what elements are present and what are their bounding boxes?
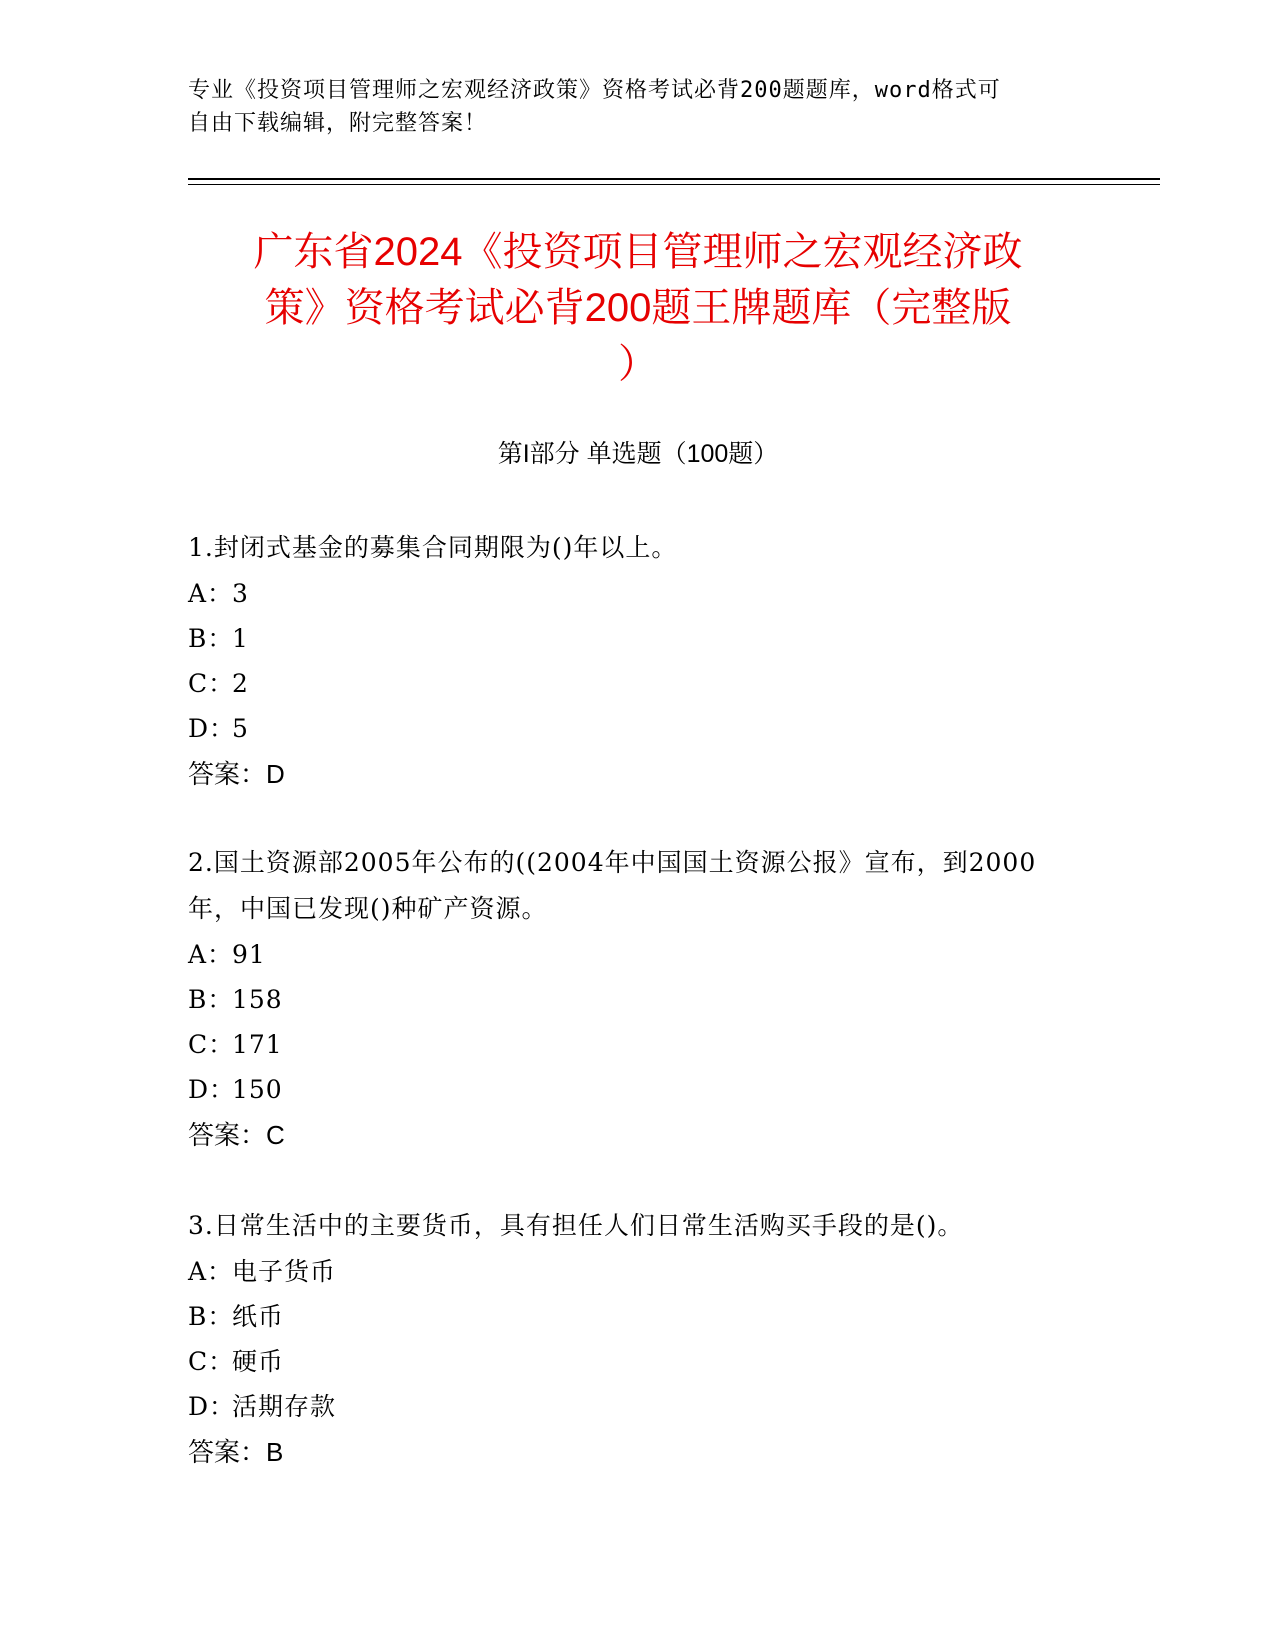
header-note-line: 专业《投资项目管理师之宏观经济政策》资格考试必背200题题库，word格式可 <box>188 78 1001 103</box>
option-letter: C： <box>188 1030 235 1059</box>
header-note-line: 自由下载编辑，附完整答案！ <box>188 111 488 136</box>
document-title-line: 广东省2024《投资项目管理师之宏观经济政 <box>253 230 1023 274</box>
option-c <box>188 1022 1088 1067</box>
option-letter: D： <box>188 1392 236 1421</box>
question-1 <box>188 525 1088 797</box>
option-a <box>188 571 1088 616</box>
option-letter: B： <box>188 624 234 653</box>
option-text: 1 <box>232 624 249 653</box>
document-title <box>188 224 1088 392</box>
answer-line: 答案：C <box>188 1120 285 1150</box>
header-divider <box>188 178 1160 180</box>
question-2 <box>188 840 1088 1158</box>
option-text: 纸币 <box>232 1302 285 1331</box>
option-text: 171 <box>232 1030 283 1059</box>
answer-line: 答案：B <box>188 1437 284 1467</box>
option-text: 电子货币 <box>232 1257 337 1286</box>
section-heading: 第I部分 单选题（100题） <box>497 440 779 468</box>
option-b <box>188 1294 1088 1339</box>
option-letter: A： <box>188 1257 234 1286</box>
option-letter: B： <box>188 985 234 1014</box>
option-b <box>188 616 1088 661</box>
question-stem: 3.日常生活中的主要货币，具有担任人们日常生活购买手段的是()。 <box>188 1211 964 1240</box>
question-stem: 2.国土资源部2005年公布的((2004年中国国土资源公报》宣布，到2000年，中国已发现()种矿产资源。 <box>188 848 1037 923</box>
option-a <box>188 932 1088 977</box>
option-d <box>188 706 1088 751</box>
option-c <box>188 1339 1088 1384</box>
option-letter: A： <box>188 579 234 608</box>
option-text: 3 <box>232 579 249 608</box>
document-title-line: ） <box>618 342 658 386</box>
header-divider-thin <box>188 184 1160 185</box>
question-3 <box>188 1203 1088 1475</box>
option-d <box>188 1067 1088 1112</box>
answer-line: 答案：D <box>188 759 285 789</box>
option-text: 91 <box>232 940 266 969</box>
option-letter: C： <box>188 1347 235 1376</box>
option-text: 158 <box>232 985 283 1014</box>
option-text: 活期存款 <box>232 1392 337 1421</box>
document-title-line: 策》资格考试必背200题王牌题库（完整版 <box>264 286 1012 330</box>
option-d <box>188 1384 1088 1429</box>
option-b <box>188 977 1088 1022</box>
option-letter: B： <box>188 1302 234 1331</box>
option-c <box>188 661 1088 706</box>
option-text: 硬币 <box>232 1347 285 1376</box>
option-letter: D： <box>188 714 236 743</box>
option-text: 2 <box>232 669 249 698</box>
option-text: 150 <box>232 1075 283 1104</box>
option-a <box>188 1249 1088 1294</box>
option-text: 5 <box>232 714 249 743</box>
question-stem: 1.封闭式基金的募集合同期限为()年以上。 <box>188 533 678 562</box>
header-note <box>188 74 1088 140</box>
option-letter: C： <box>188 669 235 698</box>
option-letter: D： <box>188 1075 236 1104</box>
option-letter: A： <box>188 940 234 969</box>
